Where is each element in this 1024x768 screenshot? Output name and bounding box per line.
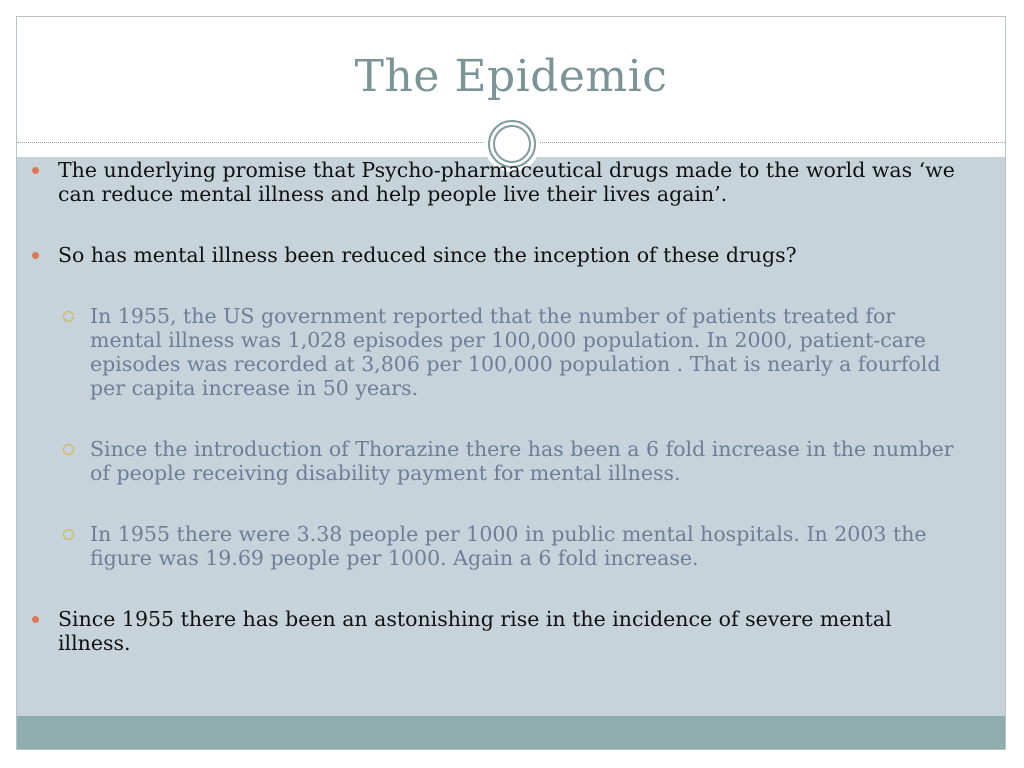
slide-title: The Epidemic bbox=[354, 51, 668, 102]
hollow-ring-icon bbox=[63, 529, 74, 540]
bullet-item bbox=[30, 158, 960, 206]
hollow-ring-icon bbox=[63, 311, 74, 322]
filled-dot-icon bbox=[32, 167, 39, 174]
sub-bullet-item bbox=[30, 522, 960, 570]
sub-bullet-text: In 1955, the US government reported that the number of patients treated for mental illness was 1,028 episodes per 100,000 population. In 2000, patient-care episodes was recorded at 3,806 per 100,000 population . That is nearly a fourfold per capita increase in 50 years. bbox=[90, 304, 941, 400]
sub-bullet-text: Since the introduction of Thorazine there has been a 6 fold increase in the number of people receiving disability payment for mental illness. bbox=[90, 437, 954, 485]
bullet-text: Since 1955 there has been an astonishing rise in the incidence of severe mental illness. bbox=[58, 607, 892, 655]
sub-bullet-item bbox=[30, 304, 960, 400]
filled-dot-icon bbox=[32, 252, 39, 259]
sub-bullet-item bbox=[30, 437, 960, 485]
bullet-text: So has mental illness been reduced since the inception of these drugs? bbox=[58, 243, 797, 267]
footer-band bbox=[17, 716, 1005, 750]
bullet-item bbox=[30, 243, 960, 267]
slide-content bbox=[30, 158, 960, 655]
bullet-item bbox=[30, 607, 960, 655]
hollow-ring-icon bbox=[63, 444, 74, 455]
bullet-text: The underlying promise that Psycho-pharmaceutical drugs made to the world was ‘we can reduce mental illness and help people live their lives again’. bbox=[58, 158, 955, 206]
filled-dot-icon bbox=[32, 616, 39, 623]
sub-bullet-text: In 1955 there were 3.38 people per 1000 in public mental hospitals. In 2003 the figure was 19.69 people per 1000. Again a 6 fold increase. bbox=[90, 522, 927, 570]
